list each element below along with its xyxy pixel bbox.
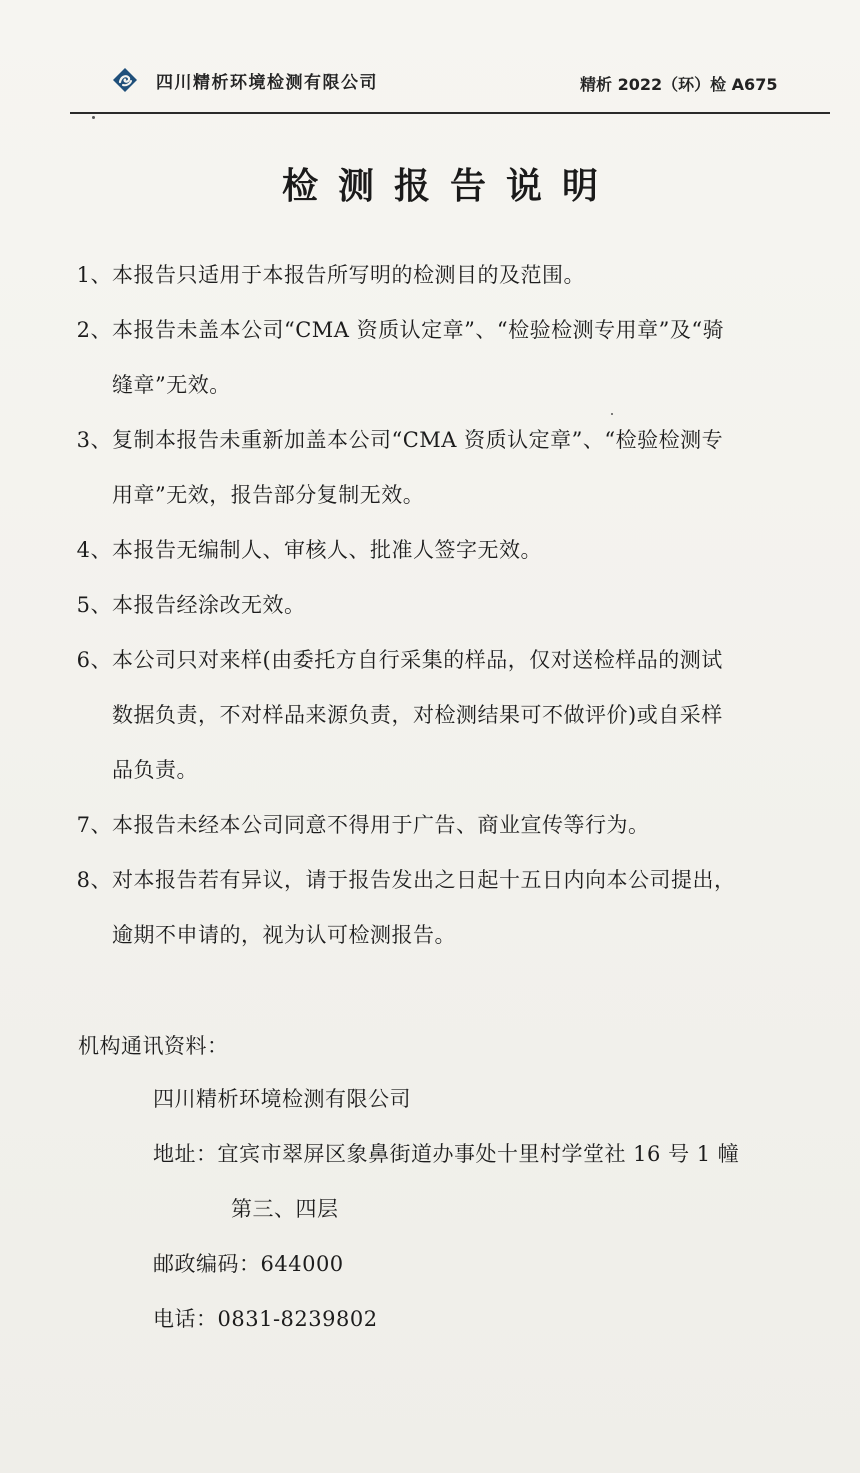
list-item (70, 248, 840, 303)
item-text: 本报告无编制人、审核人、批准人签字无效。 (112, 538, 542, 562)
page-header (0, 0, 860, 120)
item-text: 本公司只对来样(由委托方自行采集的样品，仅对送检样品的测试 (112, 648, 723, 672)
item-number: 2、 (76, 318, 112, 342)
item-text: 本报告经涂改无效。 (112, 593, 306, 617)
list-item (70, 413, 840, 523)
item-number: 5、 (76, 593, 112, 617)
item-text: 对本报告若有异议，请于报告发出之日起十五日内向本公司提出， (112, 868, 736, 892)
header-company-name: 四川精析环境检测有限公司 (156, 73, 378, 93)
item-text: 品负责。 (112, 758, 198, 782)
report-number: 精析 2022（环）检 A675 (580, 75, 778, 94)
postcode-value: 644000 (260, 1252, 344, 1276)
item-number: 1、 (76, 263, 112, 287)
item-text: 用章”无效，报告部分复制无效。 (112, 483, 425, 507)
contact-section-label: 机构通讯资料： (78, 1034, 229, 1058)
item-number: 6、 (76, 648, 112, 672)
contact-address-continued: 第三、四层 (231, 1197, 339, 1221)
address-value: 宜宾市翠屏区象鼻街道办事处十里村学堂社 16 号 1 幢 (217, 1142, 740, 1166)
postcode-label: 邮政编码： (153, 1252, 261, 1276)
list-item (70, 303, 840, 413)
list-item (70, 633, 840, 798)
contact-company: 四川精析环境检测有限公司 (153, 1087, 411, 1111)
header-divider (70, 112, 830, 114)
phone-label: 电话： (153, 1307, 218, 1331)
item-text: 数据负责，不对样品来源负责，对检测结果可不做评价)或自采样 (112, 703, 723, 727)
item-text: 本报告未盖本公司“CMA 资质认定章”、“检验检测专用章”及“骑 (112, 318, 725, 342)
item-text: 本报告只适用于本报告所写明的检测目的及范围。 (112, 263, 585, 287)
list-item (70, 578, 840, 633)
list-item (70, 853, 840, 963)
contact-info (153, 1076, 833, 1351)
item-number: 8、 (76, 868, 112, 892)
contact-address (153, 1131, 833, 1186)
item-text: 复制本报告未重新加盖本公司“CMA 资质认定章”、“检验检测专 (112, 428, 724, 452)
list-item (70, 798, 840, 853)
scan-speck (611, 413, 613, 415)
statement-list (70, 248, 840, 963)
item-number: 7、 (76, 813, 112, 837)
contact-phone (153, 1296, 833, 1351)
list-item (70, 523, 840, 578)
item-text: 本报告未经本公司同意不得用于广告、商业宣传等行为。 (112, 813, 650, 837)
address-label: 地址： (153, 1142, 218, 1166)
item-number: 4、 (76, 538, 112, 562)
item-text: 缝章”无效。 (112, 373, 231, 397)
page-title: 检测报告说明 (281, 166, 618, 207)
item-text: 逾期不申请的，视为认可检测报告。 (112, 923, 456, 947)
phone-value: 0831-8239802 (217, 1307, 378, 1331)
item-number: 3、 (76, 428, 112, 452)
company-logo-icon (112, 67, 138, 93)
scan-speck (92, 116, 95, 119)
contact-postcode (153, 1241, 833, 1296)
